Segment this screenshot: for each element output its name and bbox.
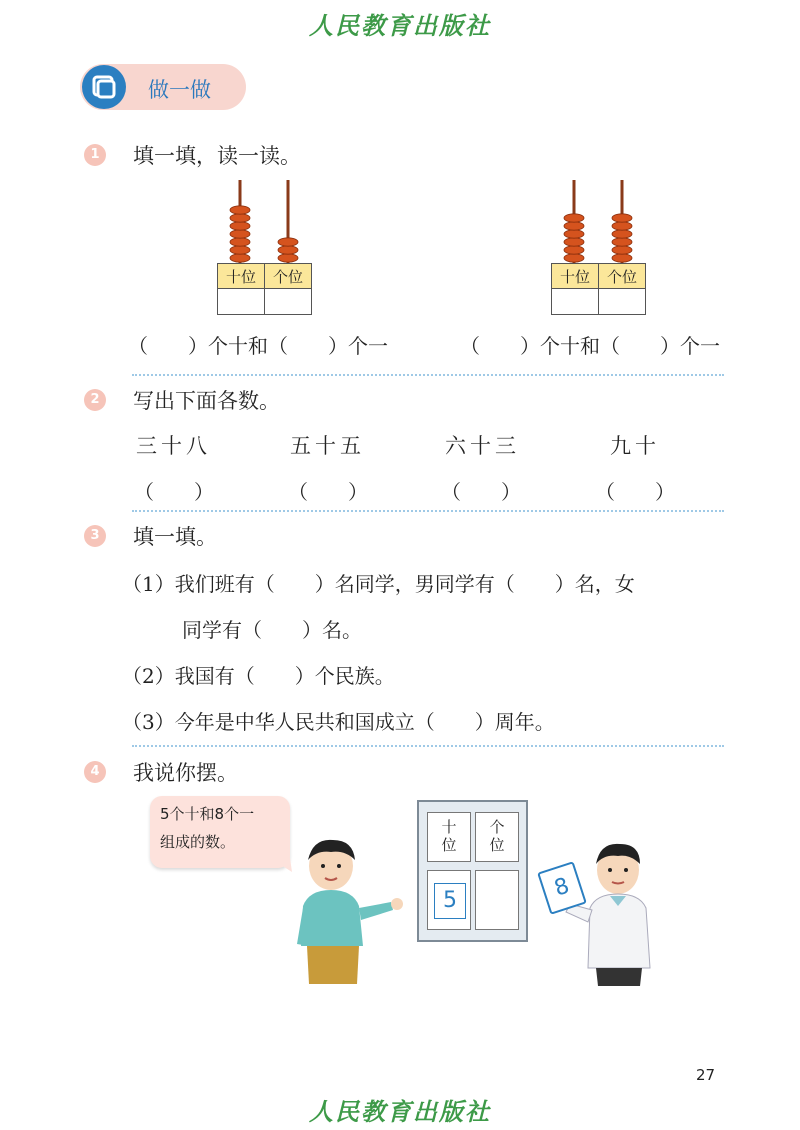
number-word: 三十八 xyxy=(136,434,211,458)
abacus-bead xyxy=(230,206,250,214)
question-4-text: 我说你摆。 xyxy=(133,761,238,785)
abacus-bead xyxy=(564,246,584,254)
publisher-footer: 人民教育出版社 xyxy=(309,1097,491,1126)
question-number-1: 1 xyxy=(84,144,106,166)
blank-ones-cell xyxy=(265,289,312,315)
abacus-bead xyxy=(230,254,250,262)
board-tens-slot xyxy=(427,870,471,930)
abacus-bead xyxy=(230,246,250,254)
place-value-table-right xyxy=(551,263,646,315)
page-number: 27 xyxy=(696,1066,716,1084)
number-word: 五十五 xyxy=(290,434,365,458)
speech-line-2: 组成的数。 xyxy=(160,833,236,851)
board-tens-header: 十 位 xyxy=(427,812,471,862)
header-ones: 个位 xyxy=(265,264,312,289)
abacus-bead xyxy=(564,222,584,230)
header-tens: 十位 xyxy=(552,264,599,289)
number-word: 六十三 xyxy=(445,434,520,458)
abacus-bead xyxy=(278,254,298,262)
q3-line-4: （3）今年是中华人民共和国成立（ ）周年。 xyxy=(122,710,555,734)
question-number-2: 2 xyxy=(84,389,106,411)
abacus-left xyxy=(214,178,314,264)
bubble-tail xyxy=(270,858,294,874)
divider xyxy=(132,745,724,747)
q1-fill-left: （ ）个十和（ ）个一 xyxy=(128,334,388,358)
question-number-4: 4 xyxy=(84,761,106,783)
abacus-bead xyxy=(230,222,250,230)
question-number-3: 3 xyxy=(84,525,106,547)
question-1-text: 填一填，读一读。 xyxy=(133,144,301,168)
q3-line-1: （1）我们班有（ ）名同学，男同学有（ ）名，女 xyxy=(122,572,635,596)
q3-line-2: 同学有（ ）名。 xyxy=(182,618,362,642)
question-2-text: 写出下面各数。 xyxy=(133,389,280,413)
abacus-bead xyxy=(612,254,632,262)
answer-blank: （ ） xyxy=(288,480,368,504)
section-label: 做一做 xyxy=(148,78,211,102)
abacus-bead xyxy=(564,214,584,222)
answer-blank: （ ） xyxy=(595,480,675,504)
divider xyxy=(132,510,724,512)
divider xyxy=(132,374,724,376)
abacus-bead xyxy=(230,238,250,246)
speech-bubble xyxy=(150,796,290,868)
held-digit-card: 8 xyxy=(537,861,587,915)
abacus-bead xyxy=(612,238,632,246)
question-3-text: 填一填。 xyxy=(133,525,217,549)
place-value-table-left xyxy=(217,263,312,315)
abacus-bead xyxy=(564,238,584,246)
q1-fill-right: （ ）个十和（ ）个一 xyxy=(460,334,720,358)
abacus-right xyxy=(548,178,648,264)
header-tens: 十位 xyxy=(218,264,265,289)
number-word: 九十 xyxy=(610,434,660,458)
abacus-bead xyxy=(564,254,584,262)
board-ones-slot xyxy=(475,870,519,930)
board-ones-header: 个 位 xyxy=(475,812,519,862)
header-ones: 个位 xyxy=(599,264,646,289)
blank-tens-cell xyxy=(218,289,265,315)
digit-card: 5 xyxy=(434,883,466,919)
boy-illustration-left xyxy=(293,836,413,984)
abacus-bead xyxy=(612,222,632,230)
abacus-bead xyxy=(564,230,584,238)
q3-line-3: （2）我国有（ ）个民族。 xyxy=(122,664,395,688)
answer-blank: （ ） xyxy=(134,480,214,504)
place-value-board xyxy=(417,800,528,942)
abacus-bead xyxy=(230,214,250,222)
abacus-bead xyxy=(278,238,298,246)
blank-ones-cell xyxy=(599,289,646,315)
abacus-bead xyxy=(230,230,250,238)
publisher-header: 人民教育出版社 xyxy=(309,11,491,40)
boy-illustration-right xyxy=(540,840,660,986)
answer-blank: （ ） xyxy=(441,480,521,504)
section-icon xyxy=(82,65,126,109)
abacus-bead xyxy=(612,230,632,238)
abacus-bead xyxy=(612,246,632,254)
speech-line-1: 5个十和8个一 xyxy=(160,805,255,823)
blank-tens-cell xyxy=(552,289,599,315)
abacus-bead xyxy=(612,214,632,222)
abacus-bead xyxy=(278,246,298,254)
